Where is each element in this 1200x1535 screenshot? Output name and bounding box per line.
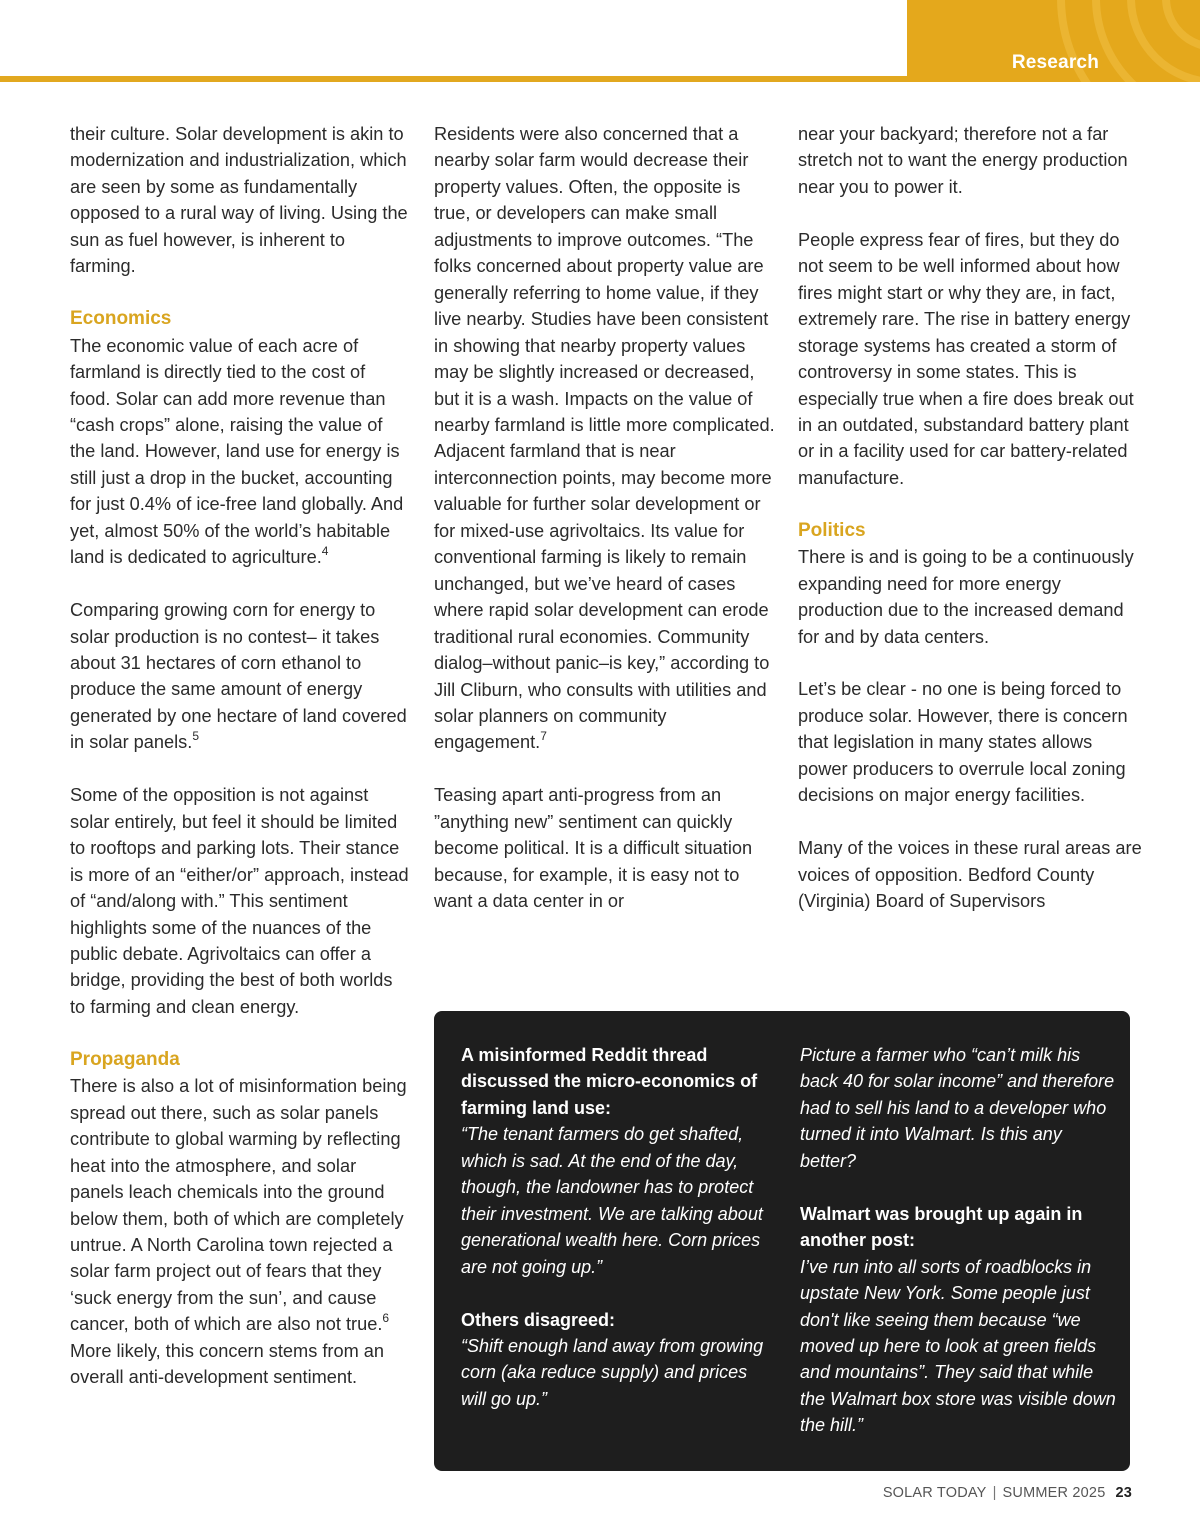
body-paragraph: Some of the opposition is not against solar entirely, but feel it should be limited to rooftops and parking lots. Their stance is more of an “either/or” approach, instead of “and/along with.” This sentiment highlights some of the nuances of the public debate. Agrivoltaics can offer a bridge, providing the best of both worlds to farming and clean energy.	[70, 785, 409, 1017]
footnote-ref: 6	[382, 1311, 390, 1326]
issue-label: SUMMER 2025	[1002, 1485, 1106, 1501]
section-tab	[907, 0, 1200, 82]
footer-separator: |	[992, 1485, 997, 1501]
column-2	[434, 121, 779, 941]
callout-heading: A misinformed Reddit thread discussed the micro-economics of farming land use:	[461, 1045, 758, 1118]
publication-name: SOLAR TODAY	[882, 1485, 987, 1501]
body-paragraph: Residents were also concerned that a nearby solar farm would decrease their property values. Often, the opposite is true, or developers can make small adjustments to improve outcomes. “The folks concerned about property value are generally referring to home value, if they live nearby. Studies have been consistent in showing that nearby property values may be slightly increased or decreased, but it is a wash. Impacts on the value of nearby farmland is little more complicated. Adjacent farmland that is near interconnection points, may become more valuable for further solar development or for mixed-use agrivoltaics. Its value for conventional farming is likely to remain unchanged, but we’ve heard of cases where rapid solar development can erode traditional rural economies. Community dialog–without panic–is key,” according to Jill Cliburn, who consults with utilities and solar planners on community engagement.$^7$	[434, 124, 775, 753]
body-paragraph: There is also a lot of misinformation being spread out there, such as solar panels contribute to global warming by reflecting heat into the atmosphere, and solar panels leach chemicals into the ground below them, both of which are completely untrue. A North Carolina town rejected a solar farm project out of fears that they ‘suck energy from the sun’, and cause cancer, both of which are also not true.$^6$ More likely, this concern stems from an overall anti-development sentiment.	[70, 1076, 407, 1388]
body-paragraph: There is and is going to be a continuously expanding need for more energy production due to the increased demand for and by data centers.	[798, 547, 1134, 647]
body-paragraph: their culture. Solar development is akin to modernization and industrialization, which are seen by some as fundamentally opposed to a rural way of living. Using the sun as fuel however, is inherent to farming.	[70, 124, 408, 277]
callout-quote: I’ve run into all sorts of roadblocks in upstate New York. Some people just don't like seeing them because “we moved up here to look at green fields and mountains”. They said that while the Walmart box store was visible down the hill.”	[800, 1256, 1116, 1436]
footnote-ref: 4	[321, 544, 329, 559]
heading-economics: Economics	[70, 308, 172, 330]
reddit-callout-box	[434, 1011, 1130, 1471]
callout-heading: Others disagreed:	[461, 1309, 616, 1330]
page-footer	[883, 1485, 1132, 1501]
body-paragraph: Comparing growing corn for energy to solar production is no contest– it takes about 31 hectares of corn ethanol to produce the same amount of energy generated by one hectare of land covered in solar panels.$^5$	[70, 600, 407, 753]
body-paragraph: People express fear of fires, but they do not seem to be well informed about how fires might start or why they are, in fact, extremely rare. The rise in battery energy storage systems has created a storm of controversy in some states. This is especially true when a fire does break out in an outdated, substandard battery plant or in a facility used for car battery-related manufacture.	[798, 229, 1134, 488]
column-3	[798, 121, 1143, 941]
callout-heading: Walmart was brought up again in another post:	[800, 1203, 1083, 1251]
heading-politics: Politics	[798, 519, 866, 541]
body-paragraph: Let’s be clear - no one is being forced to produce solar. However, there is concern that legislation in many states allows power producers to overrule local zoning decisions on major energy facilities.	[798, 679, 1128, 806]
body-paragraph: near your backyard; therefore not a far stretch not to want the energy production near you to power it.	[798, 124, 1128, 197]
footnote-ref: 7	[540, 729, 547, 744]
callout-left-column	[461, 1042, 776, 1412]
body-paragraph: Many of the voices in these rural areas are voices of opposition. Bedford County (Virginia) Board of Supervisors	[798, 838, 1142, 912]
callout-quote: “The tenant farmers do get shafted, which is sad. At the end of the day, though, the landowner has to protect their investment. We are talking about generational wealth here. Corn prices are not going up.”	[461, 1124, 763, 1277]
column-1	[70, 121, 410, 1417]
footnote-ref: 5	[192, 729, 200, 744]
heading-propaganda: Propaganda	[70, 1048, 180, 1070]
body-paragraph: Teasing apart anti-progress from an ”anything new” sentiment can quickly become political. It is a difficult situation because, for example, it is easy not to want a data center in or	[434, 785, 753, 912]
callout-quote: “Shift enough land away from growing corn (aka reduce supply) and prices will go up.”	[461, 1335, 764, 1409]
section-label: Research	[1011, 52, 1099, 73]
callout-quote: Picture a farmer who “can’t milk his back 40 for solar income” and therefore had to sell his land to a developer who turned it into Walmart. Is this any better?	[800, 1045, 1115, 1171]
page-number: 23	[1115, 1485, 1132, 1501]
body-paragraph: The economic value of each acre of farmland is directly tied to the cost of food. Solar can add more revenue than “cash crops” alone, raising the value of the land. However, land use for energy is still just a drop in the bucket, accounting for just 0.4% of ice-free land globally. And yet, almost 50% of the world’s habitable land is dedicated to agriculture.$^4$	[70, 335, 404, 568]
callout-right-column	[800, 1042, 1118, 1439]
